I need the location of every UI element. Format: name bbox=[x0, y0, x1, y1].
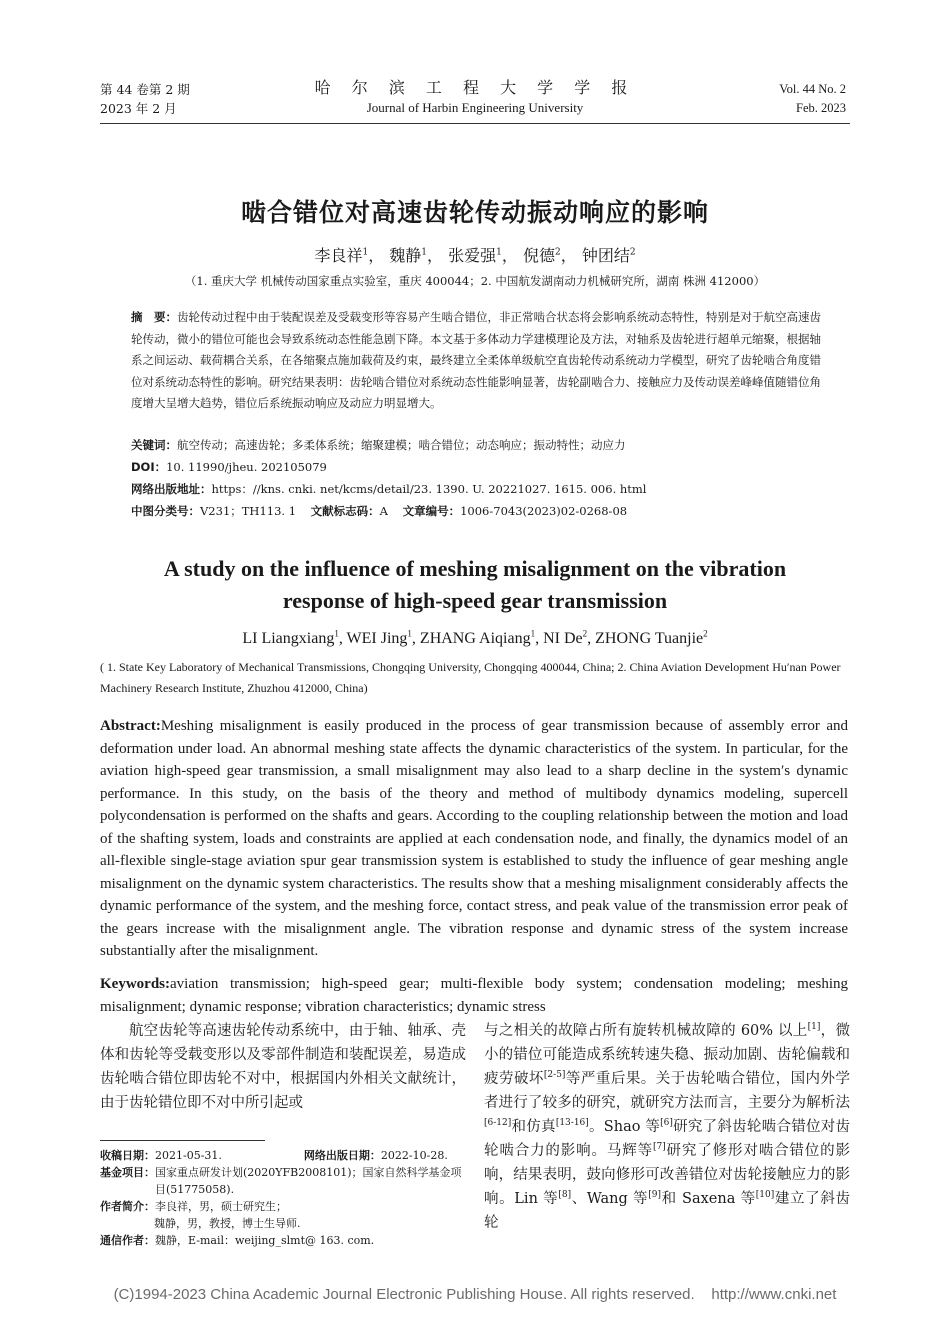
body-column-right: 与之相关的故障占所有旋转机械故障的 60% 以上[1]，微小的错位可能造成系统转速失稳、振动加剧、齿轮偏载和疲劳破坏[2-5]等严重后果。关于齿轮啮合错位，国内外学者进行了较多的研究，就研究方法而言，主要分为解析法[6-12]和仿真[13-16]。Shao 等[6]研究了斜齿轮啮合错位对齿轮啮合力的影响。马辉等[7]研究了修形对啮合错位的影响，结果表明，鼓向修形可改善错位对齿轮接触应力的影响。Lin 等[8]、Wang 等[9]和 Saxena 等[10]建立了斜齿轮 bbox=[484, 1022, 851, 1231]
title-en: A study on the influence of meshing misalignment on the vibration response of high-speed gear transmission bbox=[163, 556, 787, 613]
authors-en: LI Liangxiang$^1$, WEI Jing$^1$, ZHANG Aiqiang$^1$, NI De$^2$, ZHONG Tuanjie$^2$ bbox=[242, 628, 708, 647]
footnotes bbox=[100, 1147, 470, 1249]
date-cn: 2023 年 2 月 bbox=[100, 101, 177, 116]
citation[interactable]: [1] bbox=[807, 1022, 821, 1033]
volume-en: Vol. 44 No. 2 bbox=[779, 82, 846, 96]
volume-cn: 第 44 卷第 2 期 bbox=[100, 82, 190, 97]
header-rule bbox=[100, 123, 850, 124]
author: LI Liangxiang bbox=[242, 630, 335, 647]
abstract-cn-text: 齿轮传动过程中由于装配误差及受载变形等容易产生啮合错位，非正常啮合状态将会影响系统动态特性，特别是对于航空高速齿轮传动，微小的错位可能也会导致系统动态性能急剧下降。本文基于多体动力学建模理论及方法，对轴系及齿轮进行超单元缩聚，根据轴系之间运动、载荷耦合关系，在各缩聚点施加载荷及约束，最终建立全柔体单级航空直齿轮传动系统动力学模型，研究了齿轮啮合角度错位对系统动态特性的影响。研究结果表明：齿轮啮合错位对系统动态性能影响显著，齿轮副啮合力、接触应力及传动误差峰峰值随错位角度增大呈增大趋势，错位后系统振动响应及动应力明显增大。 bbox=[131, 310, 821, 410]
author-bio-2: 魏静，男，教授，博士生导师. bbox=[154, 1217, 301, 1230]
citation[interactable]: [13-16] bbox=[555, 1118, 589, 1129]
author-bio: 作者简介： 李良祥，男，硕士研究生； bbox=[100, 1200, 287, 1213]
classification: 中图分类号：V231；TH113. 1 文献标志码：A 文章编号：1006-7043(2023)02-0268-08 bbox=[131, 504, 628, 518]
copyright-footer: (C)1994-2023 China Academic Journal Electronic Publishing House. All rights reserved. http://www.cnki.net bbox=[113, 1286, 837, 1303]
corresponding-author: 通信作者： 魏静，E-mail：weijing_slmt@ 163. com. bbox=[100, 1234, 375, 1247]
abstract-en-text: Meshing misalignment is easily produced in the process of gear transmission because of assembly error and deformation under load. An abnormal meshing state affects the dynamic characteristics of the system. In particular, for the aviation high-speed gear transmission, a small misalignment may also lead to a sharp decline in the system′s dynamic performance. In this study, on the basis of the theory and method of multibody dynamics modeling, supercell polycondensation is performed on the shafts and gears. According to the coupling relationship between the motion and load of the shafting system, loads and constraints are applied at each condensation node, and finally, the dynamics model of an all-flexible single-stage aviation spur gear transmission system is established to study the influence of gear meshing angle misalignment on the dynamic system characteristics. The results show that a meshing misalignment considerably affects the dynamic performance of the system, and the meshing force, contact stress, and peak value of the transmission error peak of the gears increase with the misalignment angle. The vibration response and dynamic stress of the system increase substantially after the misalignment. bbox=[100, 718, 848, 959]
author: ZHANG Aiqiang bbox=[419, 630, 531, 647]
body-column-left: 航空齿轮等高速齿轮传动系统中，由于轴、轴承、壳体和齿轮等受载变形以及零部件制造和装配误差，易造成齿轮啮合错位即齿轮不对中，根据国内外相关文献统计，由于齿轮错位即不对中所引起或 bbox=[100, 1023, 466, 1111]
keywords-en-text: aviation transmission; high-speed gear; multi-flexible body system; condensation modeling; meshing misalignment; dynamic response; vibration characteristics; dynamic stress bbox=[100, 976, 848, 1015]
author: 张爱强 bbox=[448, 246, 497, 265]
journal-name-en: Journal of Harbin Engineering University bbox=[366, 100, 584, 115]
fund: 基金项目： 国家重点研发计划(2020YFB2008101)；国家自然科学基金项目(51775058). bbox=[100, 1166, 462, 1196]
keywords-en bbox=[100, 973, 848, 1018]
author: ZHONG Tuanjie bbox=[595, 630, 704, 647]
affiliation-en: ( 1. State Key Laboratory of Mechanical Transmissions, Chongqing University, Chongqing 400044, China; 2. China Aviation Development Hu′nan Power Machinery Research Institute, Zhuzhou 412000, China) bbox=[100, 660, 841, 695]
author: NI De bbox=[543, 630, 583, 647]
keywords-en-label: Keywords: bbox=[100, 976, 170, 992]
online-address: 网络出版地址：https：//kns. cnki. net/kcms/detail/23. 1390. U. 20221027. 1615. 006. html bbox=[131, 482, 647, 496]
doi: DOI：10. 11990/jheu. 202105079 bbox=[131, 460, 327, 474]
citation[interactable]: [7] bbox=[652, 1142, 666, 1153]
author: 魏静 bbox=[389, 246, 422, 265]
received-date: 收稿日期： 2021-05-31. 网络出版日期： 2022-10-28. bbox=[100, 1149, 448, 1162]
journal-name-cn: 哈 尔 滨 工 程 大 学 学 报 bbox=[314, 78, 636, 97]
affiliation-cn: （1. 重庆大学 机械传动国家重点实验室，重庆 400044；2. 中国航发湖南动力机械研究所，湖南 株洲 412000） bbox=[184, 274, 766, 288]
keywords-cn: 关键词：航空传动；高速齿轮；多柔体系统；缩聚建模；啮合错位；动态响应；振动特性；动应力 bbox=[131, 438, 626, 452]
citation[interactable]: [6] bbox=[660, 1118, 673, 1129]
abstract-en-label: Abstract: bbox=[100, 718, 161, 734]
date-en: Feb. 2023 bbox=[796, 101, 846, 115]
issue-info-en bbox=[779, 80, 846, 118]
title-cn: 啮合错位对高速齿轮传动振动响应的影响 bbox=[240, 198, 709, 227]
citation[interactable]: [2-5] bbox=[543, 1070, 566, 1081]
author: WEI Jing bbox=[346, 630, 408, 647]
author: 李良祥 bbox=[314, 246, 363, 265]
author: 倪德 bbox=[522, 246, 555, 265]
footnote-rule bbox=[100, 1140, 265, 1141]
citation[interactable]: [8] bbox=[558, 1190, 572, 1201]
authors-cn: 李良祥$^1$， 魏静$^1$， 张爱强$^1$， 倪德$^2$， 钟团结$^2$ bbox=[314, 246, 636, 265]
author: 钟团结 bbox=[581, 246, 630, 265]
abstract-cn bbox=[131, 307, 821, 415]
citation[interactable]: [10] bbox=[755, 1190, 775, 1201]
citation[interactable]: [6-12] bbox=[484, 1118, 512, 1129]
abstract-cn-label: 摘 要： bbox=[131, 310, 177, 324]
abstract-en bbox=[100, 715, 848, 963]
online-address-link[interactable]: https：//kns. cnki. net/kcms/detail/23. 1390. U. 20221027. 1615. 006. html bbox=[211, 482, 647, 496]
citation[interactable]: [9] bbox=[648, 1190, 661, 1201]
